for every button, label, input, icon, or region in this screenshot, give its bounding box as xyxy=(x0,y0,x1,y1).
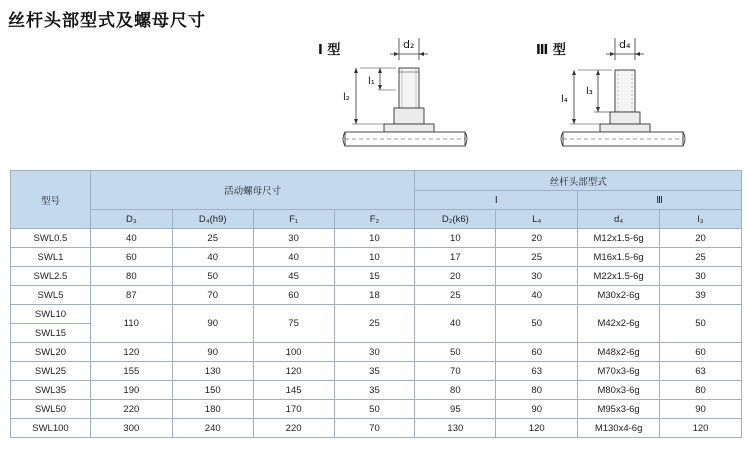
table-cell: 10 xyxy=(334,248,415,267)
col-header: l₃ xyxy=(660,210,742,229)
model-cell: SWL2.5 xyxy=(11,267,91,286)
head-header: 丝杆头部型式 xyxy=(415,171,742,191)
table-cell: 220 xyxy=(90,400,172,419)
table-cell: 300 xyxy=(90,419,172,438)
table-cell: M48x2-6g xyxy=(578,343,660,362)
l2-label: l₂ xyxy=(343,92,350,103)
table-cell: 90 xyxy=(172,305,253,343)
table-cell: 35 xyxy=(334,381,415,400)
table-cell: 25 xyxy=(334,305,415,343)
table-cell: 100 xyxy=(253,343,334,362)
page-title: 丝杆头部型式及螺母尺寸 xyxy=(8,11,206,31)
table-cell: M130x4-6g xyxy=(578,419,660,438)
table-cell: 20 xyxy=(496,229,578,248)
table-cell: 50 xyxy=(496,305,578,343)
col-header: D₄(h9) xyxy=(172,210,253,229)
table-cell: 25 xyxy=(415,286,496,305)
table-cell: 80 xyxy=(415,381,496,400)
table-cell: 30 xyxy=(334,343,415,362)
table-cell: M95x3-6g xyxy=(578,400,660,419)
table-cell: 20 xyxy=(660,229,742,248)
table-cell: 25 xyxy=(172,229,253,248)
model-cell: SWL50 xyxy=(11,400,91,419)
table-cell: 70 xyxy=(334,419,415,438)
table-cell: 30 xyxy=(496,267,578,286)
table-cell: 220 xyxy=(253,419,334,438)
table-cell: 18 xyxy=(334,286,415,305)
table-cell: 70 xyxy=(415,362,496,381)
table-cell: 130 xyxy=(415,419,496,438)
table-cell: 80 xyxy=(660,381,742,400)
table-cell: M30x2-6g xyxy=(578,286,660,305)
table-row xyxy=(11,267,742,286)
table-cell: 50 xyxy=(172,267,253,286)
table-cell: 90 xyxy=(496,400,578,419)
col-header: D₃ xyxy=(90,210,172,229)
table-cell: 20 xyxy=(415,267,496,286)
model-cell: SWL15 xyxy=(11,324,91,343)
l1-label: l₁ xyxy=(368,76,375,87)
table-row xyxy=(11,248,742,267)
table-cell: M70x3-6g xyxy=(578,362,660,381)
table-cell: 170 xyxy=(253,400,334,419)
l3-label: l₃ xyxy=(586,86,593,97)
table-cell: 120 xyxy=(90,343,172,362)
model-cell: SWL1 xyxy=(11,248,91,267)
type3-diagram xyxy=(558,30,688,160)
table-cell: 50 xyxy=(334,400,415,419)
table-cell: 39 xyxy=(660,286,742,305)
table-cell: M12x1.5-6g xyxy=(578,229,660,248)
table-cell: 120 xyxy=(496,419,578,438)
table-cell: 60 xyxy=(90,248,172,267)
table-cell: 63 xyxy=(660,362,742,381)
model-cell: SWL25 xyxy=(11,362,91,381)
table-cell: 63 xyxy=(496,362,578,381)
type3-label: Ⅲ 型 xyxy=(536,43,566,58)
table-cell: 50 xyxy=(660,305,742,343)
table-cell: 120 xyxy=(660,419,742,438)
table-cell: 25 xyxy=(496,248,578,267)
table-cell: 40 xyxy=(496,286,578,305)
table-cell: M16x1.5-6g xyxy=(578,248,660,267)
d4-label: d₄ xyxy=(619,38,631,51)
col-header: F₁ xyxy=(253,210,334,229)
table-row xyxy=(11,229,742,248)
table-cell: 60 xyxy=(660,343,742,362)
table-cell: 80 xyxy=(496,381,578,400)
table-cell: 95 xyxy=(415,400,496,419)
table-cell: 80 xyxy=(90,267,172,286)
table-row xyxy=(11,419,742,438)
table-cell: 35 xyxy=(334,362,415,381)
table-cell: 155 xyxy=(90,362,172,381)
model-cell: SWL20 xyxy=(11,343,91,362)
d2-label: d₂ xyxy=(403,38,415,51)
model-header: 型号 xyxy=(11,171,91,229)
table-cell: 150 xyxy=(172,381,253,400)
model-cell: SWL35 xyxy=(11,381,91,400)
table-cell: 45 xyxy=(253,267,334,286)
table-cell: M42x2-6g xyxy=(578,305,660,343)
table-row xyxy=(11,362,742,381)
table-cell: 190 xyxy=(90,381,172,400)
table-cell: 40 xyxy=(90,229,172,248)
table-row xyxy=(11,381,742,400)
table-cell: 120 xyxy=(253,362,334,381)
table-cell: 60 xyxy=(253,286,334,305)
table-cell: 90 xyxy=(172,343,253,362)
table-cell: 110 xyxy=(90,305,172,343)
model-cell: SWL0.5 xyxy=(11,229,91,248)
spec-table xyxy=(10,170,742,438)
table-cell: 30 xyxy=(253,229,334,248)
type3-header: Ⅲ xyxy=(578,191,742,210)
table-row xyxy=(11,400,742,419)
table-cell: 70 xyxy=(172,286,253,305)
model-cell: SWL100 xyxy=(11,419,91,438)
table-cell: 17 xyxy=(415,248,496,267)
table-row xyxy=(11,305,742,324)
table-cell: 50 xyxy=(415,343,496,362)
table-cell: 25 xyxy=(660,248,742,267)
table-cell: 145 xyxy=(253,381,334,400)
table-cell: 40 xyxy=(172,248,253,267)
table-cell: 130 xyxy=(172,362,253,381)
type1-label: Ⅰ 型 xyxy=(318,43,341,58)
type1-diagram xyxy=(340,30,470,160)
table-cell: 90 xyxy=(660,400,742,419)
table-cell: M22x1.5-6g xyxy=(578,267,660,286)
col-header: D₂(k6) xyxy=(415,210,496,229)
col-header: F₂ xyxy=(334,210,415,229)
l4-label: l₄ xyxy=(561,94,568,105)
col-header: d₄ xyxy=(578,210,660,229)
table-row xyxy=(11,286,742,305)
table-cell: 15 xyxy=(334,267,415,286)
table-cell: 40 xyxy=(415,305,496,343)
model-cell: SWL10 xyxy=(11,305,91,324)
table-cell: 40 xyxy=(253,248,334,267)
table-cell: 240 xyxy=(172,419,253,438)
table-cell: 10 xyxy=(334,229,415,248)
table-cell: 87 xyxy=(90,286,172,305)
type1-header: Ⅰ xyxy=(415,191,578,210)
model-cell: SWL5 xyxy=(11,286,91,305)
col-header: L₄ xyxy=(496,210,578,229)
table-row xyxy=(11,343,742,362)
table-cell: 10 xyxy=(415,229,496,248)
table-cell: 30 xyxy=(660,267,742,286)
table-cell: 60 xyxy=(496,343,578,362)
table-cell: 180 xyxy=(172,400,253,419)
table-cell: M80x3-6g xyxy=(578,381,660,400)
table-cell: 75 xyxy=(253,305,334,343)
nut-header: 活动螺母尺寸 xyxy=(90,171,414,210)
